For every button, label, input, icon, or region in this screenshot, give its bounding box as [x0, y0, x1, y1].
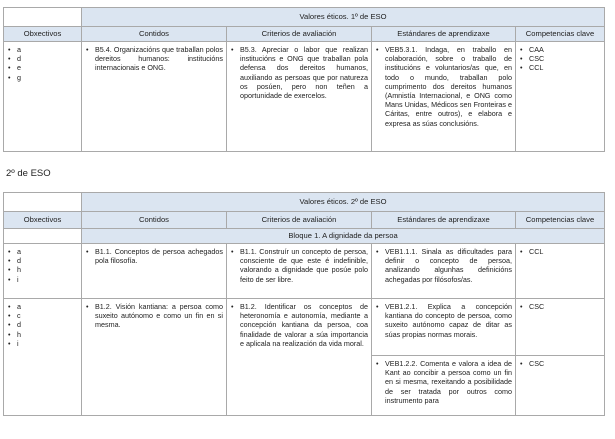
standards-text: • VEB1.2.1. Explica a concepción kantiana do concepto de persoa, como suxeito autónomo capaz de ditar as súas propias normas morais.: [376, 302, 512, 339]
criteria-cell: [227, 42, 372, 152]
block-title: Bloque 1. A dignidade da persoa: [82, 229, 605, 244]
standards-cell: [372, 356, 516, 416]
criteria-text: • B1.1. Construír un concepto de persoa, consciente de que este é indefinible, valorando a dignidade que posúe polo feito de ser libre.: [231, 247, 368, 284]
objective-item: • d: [8, 54, 78, 63]
standards-text: • VEB1.2.2. Comenta e valora a idea de Kant ao concibir a persoa como un fin en si mesma, rexeitando a posibilidade de ser tratada por outros como instrumento para: [376, 359, 512, 405]
objective-item: • d: [8, 256, 78, 265]
objective-item: • h: [8, 330, 78, 339]
competence-item: • CSC: [520, 302, 601, 311]
standards-cell: [372, 42, 516, 152]
objective-item: • a: [8, 302, 78, 311]
competence-item: • CCL: [520, 63, 601, 72]
objective-item: • i: [8, 339, 78, 348]
header-objectives: Obxectivos: [4, 27, 82, 42]
header-standards: Estándares de aprendizaxe: [372, 212, 516, 229]
header-competences: Competencias clave: [516, 212, 605, 229]
competence-item: • CSC: [520, 54, 601, 63]
criteria-text: • B5.3. Apreciar o labor que realizan institucións e ONG que traballan pola defensa dos dereitos humanos, auxiliando as persoas que por natureza os posúen, pero non teñen a oportunidade de exercelos.: [231, 45, 368, 100]
objective-item: • d: [8, 320, 78, 329]
competence-item: • CSC: [520, 359, 601, 368]
table-1-title: Valores éticos. 1º de ESO: [82, 8, 605, 27]
standards-text: • VEB5.3.1. Indaga, en traballo en colaboración, sobre o traballo de institucións e voluntarios/as que, en todo o mundo, traballan polo cumprimento dos dereitos humanos (Amnistía Internacional, e ONG como Mans Unidas, Médicos sen Fronteiras e Cáritas, entre outros), e elabora e expresa as súas conclusións.: [376, 45, 512, 128]
table-row: [4, 42, 605, 152]
section-title: 2º de ESO: [6, 168, 51, 179]
objectives-cell: [4, 244, 82, 299]
objective-item: • g: [8, 73, 78, 82]
objective-item: • h: [8, 265, 78, 274]
standards-cell: [372, 299, 516, 356]
table-1-corner: [4, 8, 82, 27]
objective-item: • a: [8, 45, 78, 54]
standards-cell: [372, 244, 516, 299]
objectives-cell: [4, 299, 82, 416]
content-cell: [82, 299, 227, 416]
header-criteria: Criterios de avaliación: [227, 27, 372, 42]
competence-item: • CCL: [520, 247, 601, 256]
header-content: Contidos: [82, 27, 227, 42]
header-competences: Competencias clave: [516, 27, 605, 42]
objective-item: • c: [8, 311, 78, 320]
header-criteria: Criterios de avaliación: [227, 212, 372, 229]
table-1: [3, 7, 605, 152]
competence-item: • CAA: [520, 45, 601, 54]
table-2: [3, 192, 605, 416]
competences-cell: [516, 42, 605, 152]
table-2-corner: [4, 193, 82, 212]
content-cell: [82, 244, 227, 299]
header-standards: Estándares de aprendizaxe: [372, 27, 516, 42]
competences-cell: [516, 299, 605, 356]
table-row: [4, 299, 605, 356]
objective-item: • i: [8, 275, 78, 284]
criteria-cell: [227, 244, 372, 299]
table-2-title: Valores éticos. 2º de ESO: [82, 193, 605, 212]
objectives-cell: [4, 42, 82, 152]
content-text: • B1.2. Visión kantiana: a persoa como suxeito autónomo e como un fin en si mesma.: [86, 302, 223, 330]
content-text: • B1.1. Conceptos de persoa achegados pola filosofía.: [86, 247, 223, 265]
objective-item: • a: [8, 247, 78, 256]
competences-cell: [516, 356, 605, 416]
table-row: [4, 244, 605, 299]
header-objectives: Obxectivos: [4, 212, 82, 229]
standards-text: • VEB1.1.1. Sinala as dificultades para definir o concepto de persoa, analizando algunhas definicións achegadas por filósofos/as.: [376, 247, 512, 284]
header-content: Contidos: [82, 212, 227, 229]
content-cell: [82, 42, 227, 152]
content-text: • B5.4. Organizacións que traballan polos dereitos humanos: institucións internacionais e ONG.: [86, 45, 223, 73]
objective-item: • e: [8, 63, 78, 72]
competences-cell: [516, 244, 605, 299]
criteria-text: • B1.2. Identificar os conceptos de heteronomía e autonomía, mediante a concepción kantiana da persoa, coa finalidade de valorar a súa importancia e aplicala na realización da vida moral.: [231, 302, 368, 348]
criteria-cell: [227, 299, 372, 416]
block-corner: [4, 229, 82, 244]
